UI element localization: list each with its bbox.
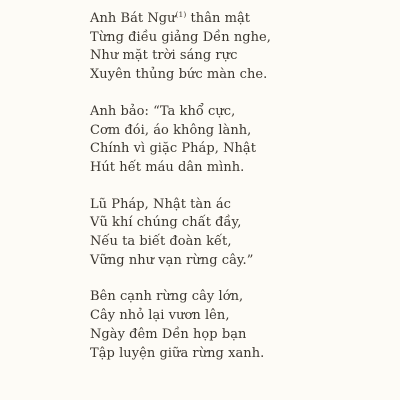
stanza-1 — [90, 10, 390, 85]
poem-line: Cơm đói, áo không lành, — [90, 122, 252, 138]
poem-line: Chính vì giặc Pháp, Nhật — [90, 141, 257, 157]
poem-line: Cây nhỏ lại vươn lên, — [90, 308, 230, 324]
line-text: thân mật — [186, 11, 251, 26]
poem-line: Vững như vạn rừng cây.” — [90, 252, 254, 268]
line-text: Anh Bát Ngư — [90, 11, 176, 26]
stanza-2 — [90, 103, 390, 178]
poem-line: Lũ Pháp, Nhật tàn ác — [90, 196, 231, 212]
poem-body — [90, 10, 390, 381]
poem-line: Từng điều giảng Dền nghe, — [90, 29, 271, 45]
poem-line: Ngày đêm Dền họp bạn — [90, 326, 247, 342]
poem-line: Tập luyện giữa rừng xanh. — [90, 345, 265, 361]
poem-line: Như mặt trời sáng rực — [90, 48, 238, 64]
stanza-4 — [90, 288, 390, 363]
poem-line: Xuyên thủng bức màn che. — [90, 67, 268, 83]
poem-line: Vũ khí chúng chất đầy, — [90, 215, 242, 231]
poem-line: Anh bảo: “Ta khổ cực, — [90, 103, 236, 119]
poem-line: Hút hết máu dân mình. — [90, 159, 245, 175]
footnote-marker[interactable]: (1) — [175, 10, 187, 19]
poem-line: Nếu ta biết đoàn kết, — [90, 234, 232, 250]
poem-line — [90, 10, 390, 29]
poem-line: Bên cạnh rừng cây lớn, — [90, 289, 244, 305]
stanza-3 — [90, 196, 390, 271]
